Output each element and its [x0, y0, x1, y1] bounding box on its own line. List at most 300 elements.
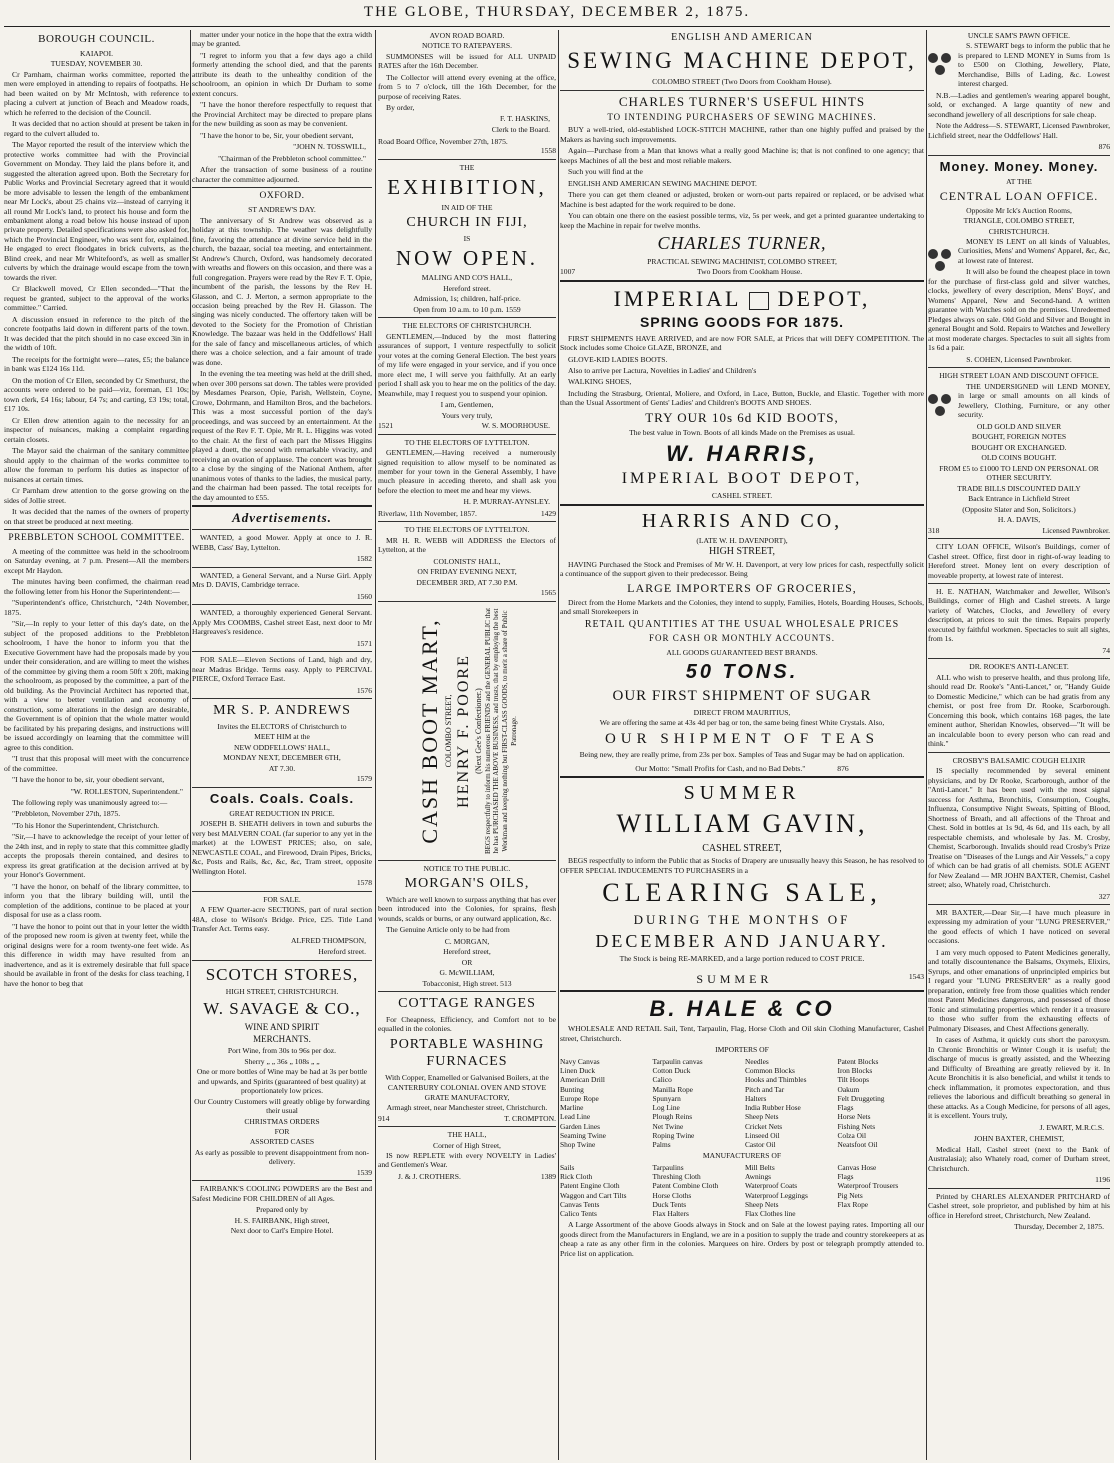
central-address-3: CHRISTCHURCH.: [988, 226, 1050, 236]
masthead: THE GLOBE, THURSDAY, DECEMBER 2, 1875.: [363, 4, 751, 20]
manufacturers-heading: MANUFACTURERS OF: [702, 1151, 782, 1161]
goods-item: Flax Halters: [652, 1209, 689, 1219]
goods-item: Calico Tents: [560, 1209, 597, 1219]
goods-item: Rick Cloth: [560, 1172, 593, 1182]
imprint-date: Thursday, December 2, 1875.: [1014, 1222, 1104, 1232]
goods-item: Flags: [837, 1103, 854, 1113]
divider: [192, 567, 372, 568]
avon-signature-title: Clerk to the Board.: [491, 125, 550, 135]
divider: [192, 529, 372, 530]
masthead-rule: [4, 26, 1110, 27]
imperial-depot-heading: [560, 285, 924, 313]
morgan-address: Hereford street,: [443, 947, 491, 957]
paragraph: "I regret to inform you that a few days ago a child formerly attending the school died, and that the parents attribute its death to the unhealthy condition of the schoolroom, an opinion in which Dr Durham to some extent concurs.: [192, 50, 372, 98]
charles-turner-address-line: [560, 267, 924, 276]
portable-furnaces-heading: PORTABLE WASHING FURNACES: [389, 1036, 545, 1070]
rotated-ad-content: [416, 606, 519, 856]
column-2: [192, 30, 372, 1460]
paragraph: "I trust that this proposal will meet with the concurrence of the committee.: [4, 754, 189, 773]
fairbank-ad: [192, 1205, 372, 1235]
goods-item: Patent Blocks: [837, 1056, 879, 1066]
paragraph: A meeting of the committee was held in the schoolroom on Saturday evening, at 7 p.m. Present—All the members except Mr Haydon.: [4, 546, 189, 575]
paragraph: "I have the honor, on behalf of the library committee, to inform you that the library building will, until the completion of the additions, continue to be placed at your disposal for use as a class room.: [4, 881, 189, 920]
divider: [192, 604, 372, 605]
paragraph: NEW ODDFELLOWS' HALL,: [234, 742, 330, 752]
ad-number: 74: [1102, 645, 1110, 655]
goods-item: Plough Reins: [652, 1112, 693, 1122]
paragraph: As early as possible to prevent disappointment from non-delivery.: [194, 1147, 370, 1167]
borough-council-heading: BOROUGH COUNCIL.: [38, 33, 155, 45]
w-harris-heading: W. HARRIS,: [666, 440, 818, 466]
motto-line: [560, 764, 924, 773]
school-report: [4, 547, 189, 785]
goods-item: Cricket Nets: [745, 1121, 783, 1131]
avon-signature: F. T. HASKINS,: [500, 113, 550, 123]
teas-heading: OUR SHIPMENT OF TEAS: [604, 730, 880, 747]
avon-office: Road Board Office, November 27th, 1875.: [378, 136, 508, 146]
paragraph: A discussion ensued in reference to the pitch of the concrete footpaths laid down in different parts of the town. It was decided that the pitch should in no case exceed 3in in the width of 10ft.: [4, 314, 189, 353]
crosby-text: IS specially recommended by several eminent physicians, and by Dr Rooke, Scarborough, author of the "Anti-Lancet." It has been used with the most signal success for Asthma, Bronchitis, Consumption, Coughs, Influenza, Consumptive Night Sweats, Spitting of Blood, Shortness of Breath, and all affections of the Throat and Chest. Sold in bottles at 1s 9d, 4s 6d, and 11s each, by all respectable chemists, and wholesale by Jas. M. Crosby, Chemist, Scarborough. Invalids should read Crosby's Prize Treatise on "Diseases of the Lungs and Air Vessels," a copy of which can be had gratis of all chemists. SOLE AGENT for New Zealand — MR JOHN BAXTER, Chemist, Cashel street; also, Whately road, Christchurch.: [928, 766, 1110, 890]
forsale-text: A FEW Quarter-acre SECTIONS, part of rural section 48A, close to Wilson's Bridge. Price, £25. Title Land Transfer Act. Terms easy.: [192, 905, 372, 934]
ad-number: 1559: [505, 304, 521, 314]
divider: [928, 367, 1110, 368]
ad-number: 1571: [356, 638, 372, 648]
paragraph: One or more bottles of Wine may be had at 3s per bottle and upwards, and Spirits (guaranteed of best quality) at proportionately low prices.: [196, 1067, 368, 1096]
central-text: MONEY IS LENT on all kinds of Valuables, Curiosities, Mens' and Womens' Apparel, &c, &c, at lowest rate of Interest.: [958, 237, 1110, 265]
goods-item: Log Line: [652, 1103, 680, 1113]
divider: [378, 1126, 556, 1127]
goods-item: [838, 1209, 925, 1218]
central-text-2: It will also be found the cheapest place in town for the purchase of first-class gold and silver watches, clocks, jewellery of every description, Mens' Boys', and Womens' Apparel, New and Second-hand. A written guarantee with Watches sold on the premises. Unredeemed Pledges always on sale. Old Gold and Silver and Bought in general Bought and Sold. Repairs to Watches and Jewellery at most moderate charges. Spectacles to suit all sights from 1s 6d a pair.: [928, 267, 1110, 353]
exhibition-hall: MALING AND CO'S HALL,: [421, 273, 513, 283]
goods-item: Sails: [560, 1162, 575, 1172]
divider: [378, 159, 556, 160]
paragraph: GLOVE-KID LADIES BOOTS.: [568, 354, 668, 364]
cash-boot-mart-text: BEGS respectfully to inform his numerous FRIENDS and the GENERAL PUBLIC that he has PURCHASED THE ABOVE BUSINESS, and trusts, that by employing the best Workman and keeping nothing but FIRST-CLASS GOODS, to merit a share of Public Patronage.: [483, 607, 518, 854]
paragraph: The receipts for the fortnight were—rates, £5; the balance in bank was £124 16s 11d.: [4, 354, 189, 374]
morgans-oils-text-2: The Genuine Article only to be had from: [386, 925, 510, 935]
rooke-heading: DR. ROOKE'S ANTI-LANCET.: [969, 662, 1069, 672]
savage-subheading: WINE AND SPIRIT: [244, 1021, 320, 1032]
money-at: AT THE: [1006, 177, 1032, 187]
goods-item: Net Twine: [652, 1121, 684, 1131]
exhibition-is: IS: [463, 233, 471, 243]
goods-item: Neatsfoot Oil: [837, 1140, 878, 1150]
ad-number: 1389: [540, 1171, 556, 1181]
goods-item: Shop Twine: [560, 1140, 596, 1150]
paragraph: H. S. FAIRBANK, High street,: [234, 1215, 330, 1225]
crothers-signature: J. & J. CROTHERS.: [398, 1171, 461, 1181]
paragraph: OLD GOLD AND SILVER: [976, 421, 1062, 431]
charles-turner-address: Two Doors from Cookham House.: [697, 267, 803, 277]
harris-text-2: Direct from the Home Markets and the Colonies, they intend to supply, Families, Hotels, Boarding Houses, Schools, and small Storekeepers in: [560, 597, 924, 617]
paragraph: Again—Purchase from a Man that knows what a really good Machine is; that is not confined to one agency; that keeps Machines of all the best and most reliable makers.: [560, 146, 924, 165]
clearing-months-label: DURING THE MONTHS OF: [633, 911, 851, 927]
pawn-office-heading: UNCLE SAM'S PAWN OFFICE.: [967, 31, 1071, 40]
paragraph: The Mayor said the chairman of the sanitary committee should apply to the chairman of the works committee to allow the foreman to perform his duties as inspector of nuisances at certain times.: [4, 446, 189, 484]
sugar-heading: OUR FIRST SHIPMENT OF SUGAR: [612, 687, 872, 704]
ad-number: 1578: [356, 878, 372, 888]
paragraph: OLD COINS BOUGHT.: [981, 453, 1057, 463]
harris-street: CASHEL STREET.: [711, 491, 773, 501]
column-divider: [926, 30, 927, 1460]
importers-list: [560, 1057, 924, 1150]
divider: [928, 752, 1110, 753]
avon-text: SUMMONSES will be issued for ALL UNPAID RATES after the 16th December.: [378, 51, 556, 71]
goods-item: Common Blocks: [745, 1066, 795, 1076]
harris-and-co-heading: HARRIS AND CO,: [641, 509, 843, 532]
divider: [192, 1180, 372, 1181]
goods-item: India Rubber Hose: [745, 1103, 801, 1113]
goods-item: Patent Engine Cloth: [560, 1181, 620, 1191]
divider: [560, 280, 924, 282]
paragraph: CHRISTMAS ORDERS: [244, 1116, 320, 1126]
goods-item: Bunting: [560, 1084, 584, 1094]
classified-ads: [192, 533, 372, 699]
gavin-text: BEGS respectfully to inform the Public that as Stocks of Drapery are unusually heavy this Season, he has resolved to OFFER SPECIAL INDUCEMENTS TO PURCHASERS in a: [560, 856, 924, 875]
tosswill-title: "Chairman of the Prebbleton school committee.": [218, 153, 366, 163]
divider: [192, 698, 372, 699]
money-heading: Money. Money. Money.: [939, 158, 1099, 174]
school-reply-continued: [192, 30, 372, 140]
cash-boot-mart-street: COLOMBO STREET,: [443, 694, 453, 768]
paragraph: Cr Parnham, chairman works committee, reported the men were employed in attending to repairs of footpaths. He had been waited on by Mr McIntosh, with reference to placing a culvert at junction of Beach and Meadow roads, which he referred to the decision of the Council.: [4, 69, 189, 117]
column-5: [928, 30, 1110, 1460]
avon-by-order: By order,: [386, 103, 415, 113]
savage-ad-body: [192, 1046, 372, 1167]
pawn-balls-icon: [928, 239, 954, 273]
ad-number: 914: [378, 1113, 390, 1123]
divider: [928, 1188, 1110, 1189]
webb-notice: MR H. R. WEBB will ADDRESS the Electors of Lyttelton, at the: [378, 535, 556, 555]
goods-item: Waterproof Trousers: [837, 1181, 899, 1191]
paragraph: On the motion of Cr Ellen, seconded by Cr Smethurst, the accounts were ordered to be paid—viz, foreman, £1 10s; town clerk, £4 16s; labour, £4 7s; and carting, £3 19s; total, £17 10s.: [4, 375, 189, 414]
adjourned-note: After the transaction of some business of a routine character the committee adjourned.: [192, 165, 372, 184]
ad-number: 1565: [540, 588, 556, 598]
imperial-boot-depot: IMPERIAL BOOT DEPOT,: [621, 470, 863, 488]
school-reply: [4, 798, 189, 988]
goods-item: Waterproof Coats: [745, 1181, 798, 1191]
moorhouse-closing-2: Yours very truly,: [441, 410, 493, 420]
divider: [378, 521, 556, 522]
column-1: [4, 30, 189, 1460]
high-street-text: THE UNDERSIGNED will LEND MONEY, in large or small amounts on all kinds of Jewellery, Clothing, Furniture, or any other security.: [958, 381, 1110, 420]
clearing-text: The Stock is being RE-MARKED, and a large portion reduced to COST PRICE.: [619, 954, 865, 964]
importers-heading: IMPORTERS OF: [715, 1045, 769, 1055]
goods-item: Canvas Hose: [837, 1162, 877, 1172]
central-address: Opposite Mr Ick's Auction Rooms,: [966, 205, 1072, 215]
charles-turner-role: PRACTICAL SEWING MACHINIST, COLOMBO STREET,: [647, 256, 837, 266]
coals-text: JOSEPH B. SHEATH delivers in town and suburbs the very best MALVERN COAL (far superior to any yet in the market) at the LOWEST PRICES; also, on sale, NEWCASTLE COAL, and Firewood, Drain Pipes, Bricks, &c, Posts and Rails, &c, &c, &c, Tram street, opposite Wellington Hotel.: [192, 819, 372, 876]
ad-number: 1543: [908, 971, 924, 981]
paragraph: The minutes having been confirmed, the chairman read the following letter from his Honor the Superintendent:—: [4, 577, 189, 596]
hall-text: IS now REPLETE with every NOVELTY in Ladies' and Gentlemen's Wear.: [378, 1151, 556, 1170]
crompton-signature: T. CROMPTON.: [504, 1113, 556, 1123]
divider: [560, 776, 924, 778]
aynsley-signature: H. P. MURRAY-AYNSLEY.: [463, 497, 550, 507]
oxford-subheading: ST ANDREW'S DAY.: [248, 205, 316, 215]
avon-subheading: NOTICE TO RATEPAYERS.: [421, 41, 513, 51]
oxford-heading: OXFORD.: [259, 191, 305, 202]
aynsley-date-line: [378, 509, 556, 518]
webb-date: DECEMBER 3RD, AT 7.30 P.M.: [416, 577, 518, 587]
goods-item: Colza Oil: [837, 1130, 867, 1140]
crompton-line: [378, 1114, 556, 1123]
coals-subheading: GREAT REDUCTION IN PRICE.: [229, 808, 335, 818]
cash-boot-mart-ad: [378, 601, 556, 861]
goods-item: Castor Oil: [745, 1140, 776, 1150]
paragraph: BUY a well-tried, old-established LOCK-STITCH MACHINE, rather than one highly puffed and praised by the Makers as having such improvements.: [560, 125, 924, 144]
column-divider: [375, 30, 376, 1460]
paragraph: "Prebbleton, November 27th, 1875.: [12, 809, 121, 819]
divider: [192, 651, 372, 652]
divider: [928, 155, 1110, 156]
goods-item: Sheep Nets: [745, 1199, 779, 1209]
summer-heading: SUMMER: [683, 782, 801, 805]
turner-hints-subheading: TO INTENDING PURCHASERS OF SEWING MACHINES.: [607, 111, 877, 122]
divider: [192, 505, 372, 507]
goods-item: Tarpaulins: [652, 1162, 684, 1172]
paragraph: "Sir,—I have to acknowledge the receipt of your letter of the 24th inst, and in reply to state that this committee gladly accepts the proposals therein contained, and desires to express its great gratification at the decision arrived at by your Honor's Government.: [4, 832, 189, 880]
goods-item: Patent Combine Cloth: [652, 1181, 719, 1191]
divider: [378, 991, 556, 992]
goods-item: Cotton Duck: [652, 1066, 691, 1076]
scotch-stores-address: HIGH STREET, CHRISTCHURCH.: [225, 986, 339, 996]
goods-item: Awnings: [745, 1172, 772, 1182]
goods-item: Waggon and Cart Tilts: [560, 1190, 627, 1200]
paragraph: Sherry „ „ 36s „ 108s „ „: [244, 1056, 320, 1066]
goods-item: Iron Blocks: [837, 1066, 873, 1076]
harris-text: HAVING Purchased the Stock and Premises of Mr W. H. Davenport, at very low prices for cash, respectfully solicit a continuance of the support given to their predecessor. Being: [560, 559, 924, 579]
high-street-lines: [928, 422, 1110, 525]
classified-ad: WANTED, a good Mower. Apply at once to J. R. WEBB, Cass' Bay, Lyttelton.: [192, 533, 372, 552]
goods-item: Pitch and Tar: [745, 1084, 785, 1094]
paragraph: Prepared only by: [256, 1205, 308, 1215]
goods-item: Halters: [745, 1093, 767, 1103]
exhibition-time: [378, 305, 556, 314]
ad-number: 1579: [356, 774, 372, 784]
goods-item: Flax Clothes line: [745, 1209, 796, 1219]
goods-item: Waterproof Leggings: [745, 1190, 808, 1200]
ad-number: 1582: [356, 554, 372, 564]
goods-item: Tarpaulin canvas: [652, 1056, 703, 1066]
harris-high-street: HIGH STREET,: [709, 546, 775, 558]
paragraph: ENGLISH AND AMERICAN SEWING MACHINE DEPOT.: [568, 178, 757, 188]
column-divider: [558, 30, 559, 1460]
ad-number: 327: [1098, 891, 1110, 901]
goods-item: Canvas Tents: [560, 1199, 600, 1209]
goods-item: Duck Tents: [652, 1199, 687, 1209]
paragraph: Also to arrive per Lactura, Novelties in Ladies' and Children's: [568, 366, 757, 375]
sugar-text: We are offering the same at 43s 4d per bag or ton, the same being finest White Crystals. Also,: [599, 718, 885, 728]
pawn-nb: N.B.—Ladies and gentlemen's wearing apparel bought, sold, or exchanged. A large quantity of new and secondhand jewellery of all descriptions for sale cheap.: [928, 90, 1110, 119]
cash-boot-mart-name: HENRY F. POORE: [454, 653, 472, 808]
andrews-notice: [192, 722, 372, 773]
imprint: Printed by CHARLES ALEXANDER PRITCHARD of Cashel street, sole proprietor, and published by him at his office in Hereford street, Christchurch, New Zealand.: [928, 1191, 1110, 1220]
paragraph: Our Country Customers will greatly oblige by forwarding their usual: [194, 1096, 370, 1116]
scotch-stores-heading: SCOTCH STORES,: [205, 964, 359, 984]
rolleston-signature: "W. ROLLESTON, Superintendent.": [70, 786, 183, 796]
kaiapoi-subheading: KAIAPOI.: [79, 48, 114, 58]
goods-item: Garden Lines: [560, 1121, 601, 1131]
council-date: TUESDAY, NOVEMBER 30.: [50, 59, 143, 69]
ad-number: 1539: [356, 1167, 372, 1177]
paragraph: "Sir,—In reply to your letter of this day's date, on the subject of the proposed additions to the Prebbleton schoolroom, I have the honor to inform you that the Executive Government have had the proposals made by you under their consideration, and are willing to meet the wishes of the committee by giving them a room 50ft x 20ft, making the schoolroom, as proposed by the committee, a part of the old building. As the Provincial Architect has reported that, with a view to better ventilation and economy of construction, some alterations in the design are desirable, the Government is of opinion that the whole matter would be facilitated by his preparing designs, and instructions will be issued accordingly on learning that the committee will agree to this condition.: [4, 619, 189, 752]
paragraph: FIRST SHIPMENTS HAVE ARRIVED, and are now FOR SALE, at Prices that will DEFY COMPETITION. The Stock includes some Choice GLAZE, BRONZE, and: [560, 333, 924, 353]
goods-item: Linen Duck: [560, 1066, 596, 1076]
goods-item: Fishing Nets: [837, 1121, 876, 1131]
portable-text: With Copper, Enamelled or Galvanised Boilers, at the: [385, 1072, 549, 1082]
spring-goods-heading: SPRING GOODS FOR 1875.: [639, 314, 845, 331]
paragraph: In the evening the tea meeting was held at the drill shed, when over 300 persons sat down. The tables were provided by Mesdames Pearson, Opie, Parish, Wellstein, Coyne, Crowe, Dohrmann, and Hamilton Bros, and the bachelors. This was a most successful portion of the day's proceedings, and was succeed by an entertainment. At the request of the Rev F. T. Opie, Mr R. L. Higgins was voted to the chair. At the first of each part the Misses Higgins played a duett, the second with remarkable vivacity, and receiving an ovation of applause. The concert was brought to a close by the singing of the National Anthem, after unanimous votes of thanks to the ladies, the musical party, and the chairman had been passed. The total receipts for the day amounted to £55.: [192, 369, 372, 502]
pawn-balls-icon: [928, 43, 954, 77]
paragraph: MONDAY NEXT, DECEMBER 6TH,: [223, 753, 341, 763]
divider: [4, 529, 189, 530]
paragraph: "I have the honor to be, sir, your obedient servant,: [12, 775, 165, 785]
goods-item: Calico: [652, 1075, 672, 1085]
paragraph: Next door to Carl's Empire Hotel.: [230, 1226, 334, 1236]
baxter-text-3: In cases of Asthma, it quickly cuts short the paroxysm. In Chronic Bronchitis or Winter Cough it is useful; the discharge of mucus is greatly assisted, and the Wheezing and Difficulty of Breathing are greatly relieved by it. In Acute Bronchitis it is also beneficial, and whilst it tends to check inflammation, it promotes expectoration, and thus relieves the laborious and difficult breathing so general in these attacks. As a Cough Medicine, for persons of all ages, it is excellent. Yours truly,: [928, 1035, 1110, 1121]
turner-hints-heading: CHARLES TURNER'S USEFUL HINTS: [618, 93, 866, 109]
exhibition-admission: Admission, 1s; children, half-price.: [413, 294, 521, 304]
paragraph: Cr Ellen drew attention again to the necessity for an inspector of nuisances, making a complaint regarding certain closets.: [4, 415, 189, 444]
gavin-address: CASHEL STREET,: [702, 842, 782, 854]
william-gavin-heading: WILLIAM GAVIN,: [616, 809, 868, 839]
divider: [378, 317, 556, 318]
moorhouse-letter: GENTLEMEN,—Induced by the most flattering assurances of support, I venture respectfully to solicit your votes at the coming General Election. The best years of my life were engaged in your service, and if you once more elect me, I will serve you faithfully. At an early period I shall ask you to hear me on the politics of the day. Meanwhile, may I request you to suspend your opinion.: [378, 331, 556, 398]
tosswill-signature: "JOHN N. TOSSWILL,: [293, 142, 366, 152]
webb-hall: COLONISTS' HALL,: [433, 556, 501, 566]
column-3: [378, 30, 556, 1460]
paragraph: Port Wine, from 30s to 96s per doz.: [227, 1046, 337, 1056]
paragraph: Back Entrance in Lichfield Street: [968, 494, 1070, 504]
forsale-heading: FOR SALE.: [263, 894, 301, 904]
exhibition-street: Hereford street.: [443, 283, 491, 293]
goods-item: Horse Nets: [837, 1112, 871, 1122]
summer-word: SUMMER: [696, 971, 773, 986]
central-address-2: TRIANGLE, COLOMBO STREET,: [963, 216, 1075, 226]
electors-lyttelton-heading: TO THE ELECTORS OF LYTTELTON.: [404, 437, 530, 447]
cash-accounts: FOR CASH OR MONTHLY ACCOUNTS.: [648, 633, 836, 644]
moorhouse-name: W. S. MOORHOUSE.: [481, 421, 550, 431]
paragraph: (Opposite Slater and Son, Solicitors.): [962, 504, 1076, 514]
mcwilliam-signature: G. McWILLIAM,: [439, 968, 495, 978]
paragraph: It was decided that the names of the owners of property on that street be produced at next meeting.: [4, 507, 189, 526]
aynsley-letter: GENTLEMEN,—Having received a numerously signed requisition to allow myself to be nominated as member for your town in the General Assembly, I have much pleasure in acceding thereto, and shall ask you before the election to meet me and hear my views.: [378, 448, 556, 495]
goods-item: Hooks and Thimbles: [745, 1075, 807, 1085]
hale-footer: A Large Assortment of the above Goods always in Stock and on Sale at the lowest paying rates. Importing all our goods direct from the Manufacturers in England, we are in a position to supply the trade and country storekeepers at as cheap a rate as any other firm in the colonies. Marquees on hire. Orders by post or telegraph promptly attended to. Price list on application.: [560, 1220, 924, 1258]
davis-line: [928, 526, 1110, 535]
paragraph: Such you will find at the: [568, 167, 643, 177]
paragraph: H. A. DAVIS,: [997, 515, 1041, 525]
school-committee-heading: PREBBLETON SCHOOL COMMITTEE.: [8, 533, 185, 543]
notice-public-heading: NOTICE TO THE PUBLIC.: [423, 863, 511, 873]
kid-boots-heading: TRY OUR 10s 6d KID BOOTS,: [645, 409, 839, 425]
ad-number: 1576: [356, 685, 372, 695]
goods-item: Spunyarn: [652, 1093, 681, 1103]
sewing-address: COLOMBO STREET (Two Doors from Cookham House).: [652, 77, 832, 87]
ad-number: 1196: [1095, 1175, 1110, 1185]
paragraph: "I have the honor to be, Sir, your obedient servant,: [200, 130, 354, 140]
hall-subheading: Corner of High Street,: [433, 1140, 501, 1150]
fairbank-text: FAIRBANK'S COOLING POWDERS are the Best and Safest Medicine FOR CHILDREN of all Ages.: [192, 1184, 372, 1203]
ad-number: 876: [1098, 142, 1110, 152]
paragraph: ASSORTED CASES: [249, 1137, 315, 1147]
advertisements-heading: Advertisements.: [232, 510, 332, 526]
kid-boots-subheading: The best value in Town. Boots of all kinds Made on the Premises as usual.: [629, 428, 855, 438]
goods-item: Mill Belts: [745, 1162, 775, 1172]
paragraph: "Superintendent's office, Christchurch, "24th November, 1875.: [4, 598, 189, 617]
paragraph: It was decided that no action should at present be taken in regard to the culvert alluded to.: [4, 119, 189, 138]
paragraph: Invites the ELECTORS of Christchurch to: [217, 721, 347, 731]
paragraph: "To his Honor the Superintendent, Christchurch.: [12, 820, 160, 830]
crothers-line: [378, 1172, 556, 1181]
cottage-ranges-heading: COTTAGE RANGES: [398, 996, 536, 1012]
paragraph: "I have the honor therefore respectfully to request that the Provincial Architect may be directed to prepare plans for the new building as soon as may be convenient.: [192, 100, 372, 129]
goods-item: Horse Cloths: [652, 1190, 692, 1200]
summer-heading-2: [560, 972, 924, 987]
large-importers-heading: LARGE IMPORTERS OF GROCERIES,: [627, 580, 857, 595]
mcwilliam-address: Tobacconist, High street.: [422, 978, 499, 988]
ad-number: 318: [928, 525, 940, 535]
paragraph: Cr Blackwell moved, Cr Ellen seconded—"That the request be granted, subject to the approval of the works committee." Carried.: [4, 284, 189, 313]
paragraph: You can obtain one there on the easiest possible terms, viz, 5s per week, and get a printed guarantee undertaking to keep the Machine in repair for twelve months.: [560, 211, 924, 230]
divider: [192, 187, 372, 188]
paragraph: matter under your notice in the hope that the extra width may be granted.: [192, 30, 372, 49]
savage-subheading-2: MERCHANTS.: [253, 1033, 311, 1044]
depot-word: DEPOT,: [777, 285, 871, 311]
oxford-report: [192, 216, 372, 503]
sewing-english-american: ENGLISH AND AMERICAN: [671, 32, 813, 43]
goods-item: Sheep Nets: [745, 1112, 779, 1122]
divider: [928, 904, 1110, 905]
guaranteed-brands: ALL GOODS GUARANTEED BEST BRANDS.: [666, 648, 818, 658]
aynsley-date: Riverlaw, 11th November, 1857.: [378, 508, 477, 518]
portable-text-2: CANTERBURY COLONIAL OVEN AND STOVE GRATE MANUFACTORY,: [387, 1083, 547, 1102]
paragraph: The following reply was unanimously agreed to:—: [12, 797, 168, 807]
baxter-address: Medical Hall, Cashel street (next to the Bank of Australasia); also Whately road, corner of Durham street, Christchurch.: [928, 1144, 1110, 1173]
forsale-address: Hereford street.: [318, 947, 366, 957]
classified-ad: WANTED, a thoroughly experienced General Servant. Apply Mrs COOMBS, Cashel street East, next door to Mr Hargreaves's residence.: [192, 608, 372, 637]
goods-item: Flags: [837, 1172, 854, 1182]
davis-role: Licensed Pawnbroker.: [1042, 525, 1110, 535]
goods-item: Palms: [652, 1140, 671, 1150]
turner-hints-body: [560, 125, 924, 230]
exhibition-time-text: Open from 10 a.m. to 10 p.m.: [413, 304, 504, 314]
manufacturers-list: [560, 1163, 924, 1219]
column-4: [560, 30, 924, 1460]
morgan-signature: C. MORGAN,: [444, 936, 490, 946]
goods-item: Marline: [560, 1103, 584, 1113]
divider: [560, 504, 924, 506]
paragraph: AT 7.30.: [268, 763, 296, 773]
baxter-text: MR BAXTER,—Dear Sir,—I have much pleasure in expressing my admiration of your "LUNG PRESERVER," the good effects of which I have noticed on several occasions.: [928, 908, 1110, 946]
paragraph: There you can get them cleaned or adjusted, broken or worn-out parts repaired or replaced, or be advised what Machine is best adapted for the work required to be done.: [560, 190, 924, 209]
cohen-signature: S. COHEN, Licensed Pawnbroker.: [966, 354, 1072, 364]
paragraph: Including the Strasburg, Oriental, Moliere, and Oxford, in Lace, Button, Buckle, and Elastic. Together with more than the Usual Assortment of Gents' Ladies' and Children's BOOTS AND SHOES.: [560, 388, 924, 408]
ad-number: 1007: [560, 267, 576, 277]
divider: [928, 583, 1110, 584]
ad-number: 1558: [540, 146, 556, 156]
council-report: [4, 70, 189, 526]
goods-item: American Drill: [560, 1075, 605, 1085]
motto: Our Motto: "Small Profits for Cash, and no Bad Debts.": [635, 763, 806, 773]
high-street-loan-heading: HIGH STREET LOAN AND DISCOUNT OFFICE.: [939, 371, 1099, 381]
goods-item: Oakum: [837, 1084, 860, 1094]
clearing-sale-heading: CLEARING SALE,: [602, 878, 882, 908]
electors-christchurch-heading: THE ELECTORS OF CHRISTCHURCH.: [402, 321, 532, 331]
divider: [192, 787, 372, 788]
